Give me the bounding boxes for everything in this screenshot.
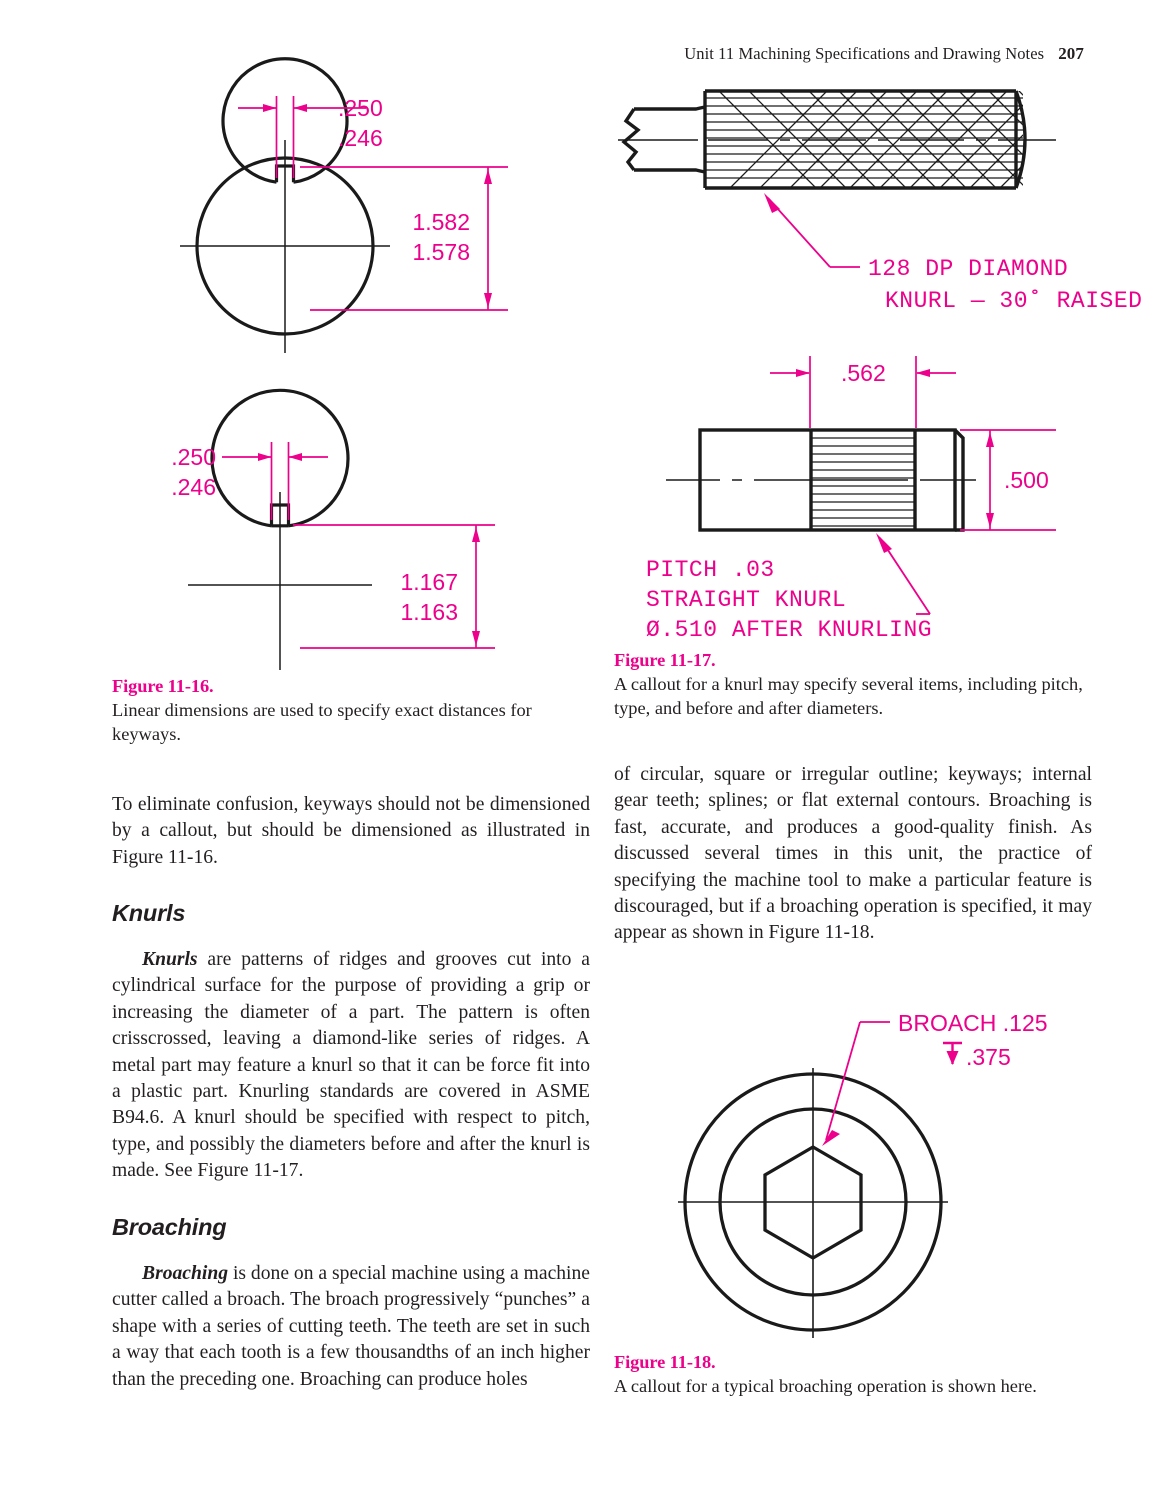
dim-height-upper: 1.582 (412, 209, 470, 235)
page-number: 207 (1058, 44, 1084, 63)
shaft-bottom (634, 170, 705, 172)
left-column-text (112, 792, 590, 871)
shaft-top (634, 107, 705, 109)
running-head (684, 44, 1084, 64)
heading-broaching: Broaching (112, 1214, 227, 1240)
figure-11-18-drawing (660, 1000, 1060, 1345)
diamond-knurl-callout-line1: 128 DP DIAMOND (868, 256, 1069, 282)
figure-11-18-caption (614, 1350, 1092, 1398)
figure-11-17-diamond-drawing (608, 80, 1143, 315)
dim-arrowheads-width (258, 453, 302, 461)
figure-11-16-number: Figure 11-16. (112, 676, 214, 696)
broach-callout-line2: .375 (966, 1044, 1011, 1070)
diamond-knurl-arrowhead (764, 193, 780, 213)
dim-500: .500 (1004, 467, 1049, 493)
dim-width-upper: .250 (171, 444, 216, 470)
figure-11-16-caption-text: Linear dimensions are used to specify exact distances for keyways. (112, 700, 532, 745)
figure-11-16-caption (112, 674, 582, 747)
dim-562: .562 (841, 360, 886, 386)
straight-knurl-callout-line1: PITCH .03 (646, 557, 775, 583)
broach-arrowhead (822, 1130, 840, 1146)
dim-height-upper: 1.167 (400, 569, 458, 595)
figure-11-17-straight-drawing (608, 352, 1108, 642)
dim-width-upper: .250 (338, 95, 383, 121)
straight-knurl-arrowhead (876, 533, 892, 553)
running-head-title: Unit 11 Machining Specifications and Drawing Notes (684, 44, 1045, 63)
broaching-body: is done on a special machine using a machine cutter called a broach. The broach progressively “punches” a shape with a series of cutting teeth. The teeth are set in such a way that each tooth is a few thousandths of an inch higher than the preceding one. Broaching can produce holes (112, 1263, 590, 1390)
right-column-text (614, 762, 1092, 947)
figure-11-18-number: Figure 11-18. (614, 1352, 716, 1372)
dim-width-lower: .246 (171, 474, 216, 500)
figure-11-17-number: Figure 11-17. (614, 650, 716, 670)
broaching-section (112, 1214, 590, 1393)
figure-11-17-caption-text: A callout for a knurl may specify several items, including pitch, type, and before and after diameters. (614, 674, 1083, 719)
diamond-knurl-leader (768, 198, 860, 267)
knurls-body: are patterns of ridges and grooves cut into a cylindrical surface for the purpose of providing a grip or increasing the diameter of a part. The pattern is often crisscrossed, leaving a diamond-like series of ridges. A metal part may feature a knurl so that it can be force fit into a plastic part. Knurling standards are covered in ASME B94.6. A knurl should be specified with respect to pitch, type, and possibly the diameters before and after the knurl is made. See Figure 11-17. (112, 949, 590, 1182)
depth-symbol-icon (943, 1043, 962, 1065)
dim-arrowheads-width (263, 104, 307, 112)
paragraph-broaching (112, 1261, 590, 1393)
knurls-section (112, 900, 590, 1185)
diamond-knurl-callout-line2: KNURL — 30˚ RAISED (885, 288, 1143, 314)
paragraph-keyways: To eliminate confusion, keyways should not be dimensioned by a callout, but should be dimensioned as illustrated in Figure 11-16. (112, 794, 590, 868)
broach-callout-line1: BROACH .125 (898, 1010, 1048, 1036)
figure-11-16-bottom-drawing (160, 430, 560, 670)
figure-11-18-caption-text: A callout for a typical broaching operation is shown here. (614, 1376, 1037, 1397)
heading-knurls: Knurls (112, 900, 186, 926)
dim-height-lower: 1.163 (400, 599, 458, 625)
straight-knurl-hatching (811, 438, 915, 526)
knurls-lead-in: Knurls (142, 949, 198, 970)
paragraph-knurls (112, 947, 590, 1185)
dim-height-lower: 1.578 (412, 239, 470, 265)
broaching-lead-in: Broaching (142, 1263, 229, 1284)
dim-width-lower: .246 (338, 125, 383, 151)
straight-knurl-callout-line2: STRAIGHT KNURL (646, 587, 847, 613)
paragraph-broaching-continued: of circular, square or irregular outline; keyways; internal gear teeth; splines; or flat external contours. Broaching is fast, accurate, and produces a good-quality finish. As discussed several times in this unit, the practice of specifying the machine tool to make a particular feature is discouraged, but if a broaching operation is specified, it may appear as shown in Figure 11-18. (614, 764, 1092, 944)
figure-11-16-top-drawing (160, 78, 560, 358)
figure-11-17-caption (614, 648, 1090, 721)
straight-knurl-callout-line3: Ø.510 AFTER KNURLING (646, 617, 933, 643)
